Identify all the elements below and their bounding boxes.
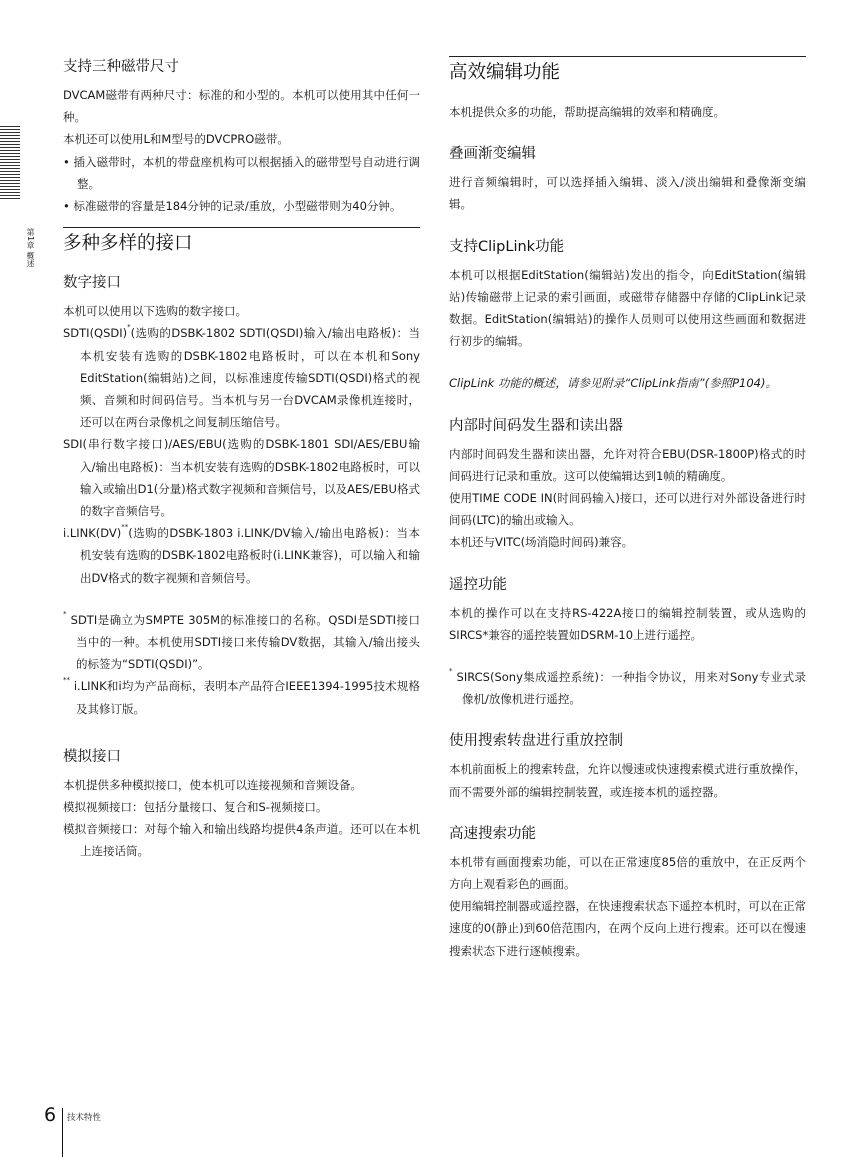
paragraph: 本机还可以使用L和M型号的DVCPRO磁带。	[63, 132, 289, 147]
heading-editing: 高效编辑功能	[449, 56, 806, 87]
footer-section-label: 技术特性	[67, 1113, 102, 1123]
paragraph: 本机可以根据EditStation(编辑站)发出的指令，向EditStation(编辑站)传输磁带上记录的索引画面，或磁带存储器中存储的ClipLink记录数据。EditStation(编辑站)的操作人员则可以使用这些画面和数据进行初步的编辑。	[449, 267, 806, 349]
heading-tape-sizes: 支持三种磁带尺寸	[63, 59, 179, 75]
paragraph: 进行音频编辑时，可以选择插入编辑、淡入/淡出编辑和叠像渐变编辑。	[449, 175, 806, 212]
definition-ilink: i.LINK(DV)**(选购的DSBK-1803 i.LINK/DV输入/输出电路板)：当本机安装有选购的DSBK-1802电路板时(i.LINK兼容)，可以输入和输出DV格式的数字视频和音频信号。	[63, 523, 420, 585]
paragraph: 本机的操作可以在支持RS-422A接口的编辑控制装置，或从选购的SIRCS*兼容的遥控装置如DSRM-10上进行遥控。	[449, 605, 806, 642]
bullet-item: • 插入磁带时，本机的带盘座机构可以根据插入的磁带型号自动进行调整。	[63, 154, 420, 191]
chapter-tab-marker	[0, 126, 20, 202]
paragraph: 本机带有画面搜索功能，可以在正常速度85倍的重放中，在正反两个方向上观看彩色的画面。	[449, 854, 806, 892]
paragraph: 模拟音频接口：对每个输入和输出线路均提供4条声道。还可以在本机上连接话筒。	[63, 822, 420, 859]
section-editing	[449, 56, 806, 395]
right-column	[449, 56, 806, 962]
page-number: 6	[44, 1104, 57, 1126]
footer-divider	[62, 1108, 63, 1157]
paragraph: 本机可以使用以下选购的数字接口。	[63, 304, 247, 319]
section-remote	[449, 574, 806, 711]
chapter-label: 第1章 概述	[26, 228, 35, 268]
heading-remote: 遥控功能	[449, 576, 507, 593]
heading-timecode: 内部时间码发生器和读出器	[449, 417, 623, 434]
footnote-sdti: * SDTI是确立为SMPTE 305M的标准接口的名称。QSDI是SDTI接口当中的一种。本机使用SDTI接口来传输DV数据，其输入/输出接头的标签为“SDTI(QSDI)”。	[63, 609, 420, 672]
paragraph: DVCAM磁带有两种尺寸：标准的和小型的。本机可以使用其中任何一种。	[63, 88, 420, 125]
heading-analog-interfaces: 模拟接口	[63, 748, 121, 765]
paragraph: 本机还与VITC(场消隐时间码)兼容。	[449, 535, 634, 550]
paragraph: 本机提供众多的功能，帮助提高编辑的效率和精确度。	[449, 105, 725, 119]
heading-jog: 使用搜索转盘进行重放控制	[449, 733, 623, 750]
definition-sdi: SDI(串行数字接口)/AES/EBU(选购的DSBK-1801 SDI/AES/EBU输入/输出电路板)：当本机安装有选购的DSBK-1802电路板时，可以输入或输出D1(分量)格式数字视频和音频信号，以及AES/EBU格式的数字音频信号。	[63, 437, 420, 519]
section-interfaces	[63, 227, 420, 862]
paragraph: 使用编辑控制器或遥控器，在快速搜索状态下遥控本机时，可以在正常速度的0(静止)到60倍范围内，在两个反向上进行搜索。还可以在慢速搜索状态下进行逐帧搜索。	[449, 899, 806, 958]
heading-overlap-editing: 叠画渐变编辑	[449, 146, 536, 163]
footnote-sircs: * SIRCS(Sony集成遥控系统)：一种指令协议，用来对Sony专业式录像机/放像机进行遥控。	[449, 667, 807, 707]
bullet-item: • 标准磁带的容量是184分钟的记录/重放，小型磁带则为40分钟。	[63, 199, 402, 214]
paragraph: 模拟视频接口：包括分量接口、复合和S-视频接口。	[63, 800, 328, 815]
cross-reference: ClipLink 功能的概述，请参见附录“ClipLink指南”(参照P104)。	[449, 376, 777, 391]
heading-search: 高速搜索功能	[449, 825, 536, 842]
paragraph: 内部时间码发生器和读出器，允许对符合EBU(DSR-1800P)格式的时间码进行记录和重放。这可以使编辑达到1帧的精确度。	[449, 446, 806, 483]
footnote-ilink: ** i.LINK和i均为产品商标，表明本产品符合IEEE1394-1995技术规格及其修订版。	[63, 676, 421, 716]
heading-digital-interfaces: 数字接口	[63, 275, 121, 292]
section-timecode	[449, 415, 806, 554]
section-jog	[449, 730, 806, 802]
paragraph: 本机前面板上的搜索转盘，允许以慢速或快速搜索模式进行重放操作，而不需要外部的编辑控制装置，或连接本机的遥控器。	[449, 762, 806, 799]
section-search	[449, 823, 806, 962]
left-column	[63, 56, 420, 863]
section-tape-sizes	[63, 56, 420, 217]
paragraph: 本机提供多种模拟接口，使本机可以连接视频和音频设备。	[63, 777, 362, 792]
heading-cliplink: 支持ClipLink功能	[449, 238, 565, 255]
paragraph: 使用TIME CODE IN(时间码输入)接口，还可以进行对外部设备进行时间码(LTC)的输出或输入。	[449, 491, 806, 528]
heading-interfaces: 多种多样的接口	[63, 227, 420, 258]
definition-sdti: SDTI(QSDI)*(选购的DSBK-1802 SDTI(QSDI)输入/输出电路板)：当本机安装有选购的DSBK-1802电路板时，可以在本机和Sony EditStation(编辑站)之间，以标准速度传输SDTI(QSDI)格式的视频、音频和时间码信号。当本机与另一台DVCAM录像机连接时，还可以在两台录像机之间复制压缩信号。	[63, 323, 420, 430]
